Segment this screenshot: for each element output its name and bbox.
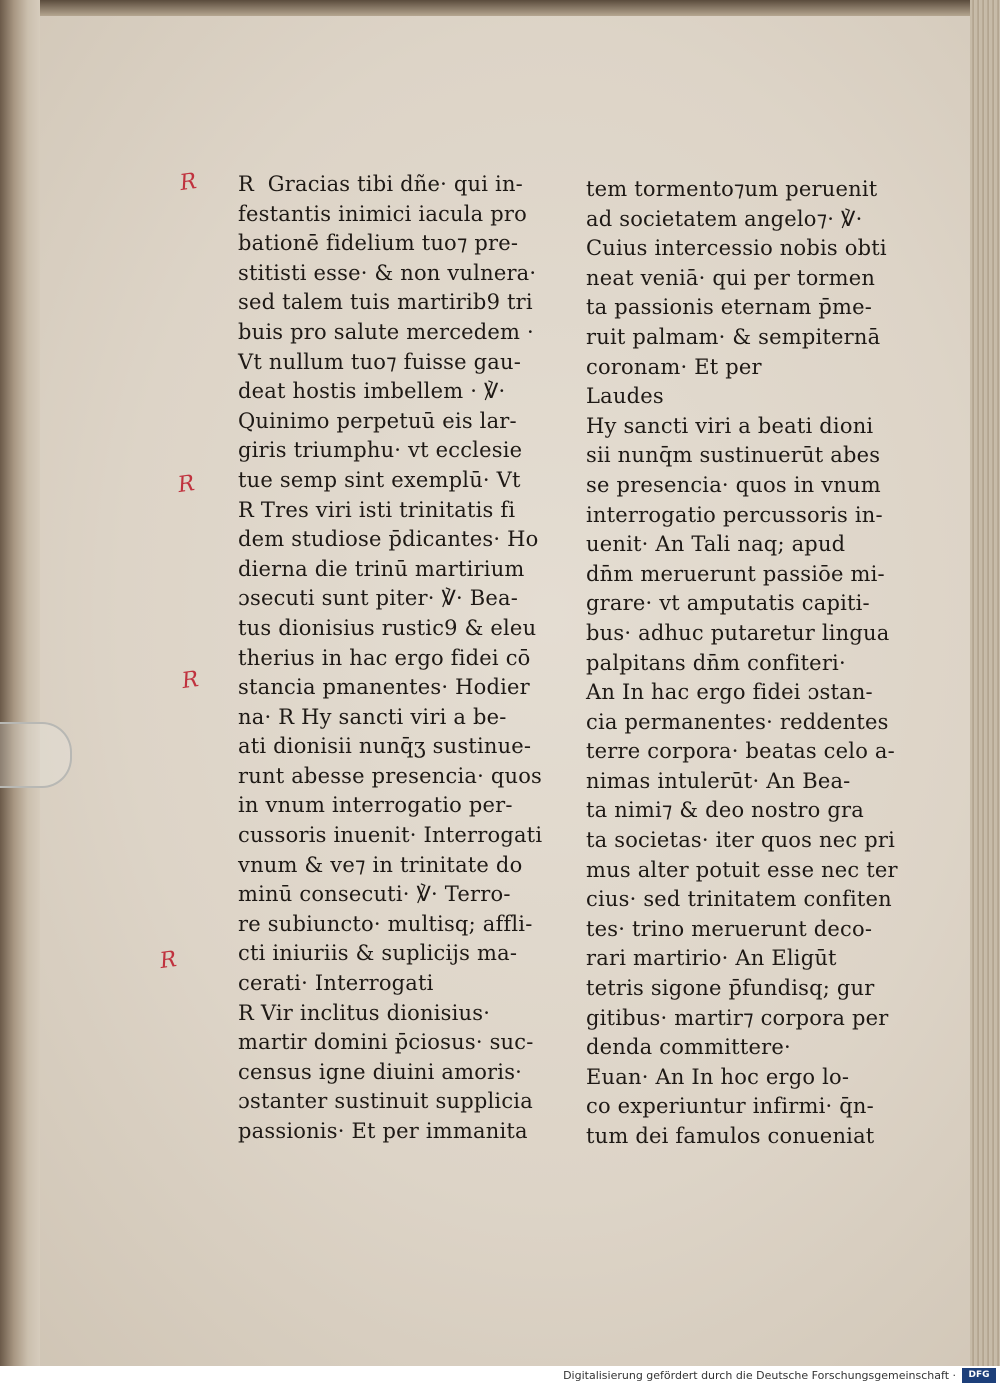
text-line: bationē fidelium tuo⁊ pre-	[238, 231, 519, 256]
text-line: mus alter potuit esse nec ter	[586, 857, 898, 882]
text-line: ta societas· iter quos nec pri	[586, 828, 895, 853]
text-line: tetris sigone p̄fundisq; gur	[586, 976, 875, 1001]
text-line: sii nunq̄m sustinuerūt abes	[586, 443, 881, 468]
text-line: dem studiose p̄dicantes· Ho	[238, 527, 539, 552]
text-line: deat hostis imbellem · ℣·	[238, 379, 506, 404]
text-line: passionis· Et per immanita	[238, 1119, 528, 1143]
text-line: stancia pmanentes· Hodier	[238, 675, 530, 700]
text-line: Quinimo perpetuū eis lar-	[238, 408, 517, 433]
text-line: gitibus· martir⁊ corpora per	[586, 1005, 889, 1030]
text-line: vnum & ve⁊ in trinitate do	[238, 852, 523, 877]
text-line: grare· vt amputatis capiti-	[586, 591, 870, 616]
text-line: coronam· Et per	[586, 354, 762, 379]
text-line: terre corpora· beatas celo a-	[586, 739, 895, 764]
text-line: Euan· An In hoc ergo lo-	[586, 1064, 850, 1089]
text-line: ati dionisii nunq̄ʒ sustinue-	[238, 734, 532, 759]
text-line: R Tres viri isti trinitatis fi	[238, 497, 516, 522]
text-line: co experiuntur infirmi· q̄n-	[586, 1094, 874, 1119]
text-line: ɔstanter sustinuit supplicia	[238, 1089, 533, 1114]
text-line: An In hac ergo fidei ɔstan-	[586, 680, 873, 705]
text-line: palpitans dn̄m confiteri·	[586, 650, 846, 675]
page-clip	[0, 722, 72, 788]
text-line: cia permanentes· reddentes	[586, 709, 889, 734]
text-line: nimas intulerūt· An Bea-	[586, 768, 851, 793]
text-line: dierna die trinū martirium	[238, 556, 525, 581]
text-line: ta passionis eternam p̄me-	[586, 295, 873, 320]
text-line: denda committere·	[586, 1035, 791, 1060]
text-line: martir domini p̄ciosus· suc-	[238, 1030, 534, 1055]
text-line: festantis inimici iacula pro	[238, 201, 527, 226]
text-line: dn̄m meruerunt passiōe mi-	[586, 561, 885, 586]
margin-responsory-mark: R	[176, 470, 197, 499]
text-line: tum dei famulos conueniat	[586, 1124, 875, 1148]
page-stack-edge	[970, 0, 1000, 1366]
text-line: ɔsecuti sunt piter· ℣· Bea-	[238, 586, 519, 611]
margin-responsory-mark: R	[158, 946, 179, 975]
text-line: Hy sancti viri a beati dioni	[586, 413, 874, 438]
text-line: in vnum interrogatio per-	[238, 793, 513, 818]
text-line: Laudes	[586, 384, 664, 409]
text-line: Vt nullum tuo⁊ fuisse gau-	[238, 349, 522, 374]
text-line: giris triumphu· vt ecclesie	[238, 438, 523, 463]
text-line: census igne diuini amoris·	[238, 1059, 523, 1084]
text-line: ta nimi⁊ & deo nostro gra	[586, 798, 864, 823]
dfg-logo: DFG	[962, 1368, 996, 1383]
text-line: uenit· An Tali naq; apud	[586, 532, 846, 557]
text-line: Cuius intercessio nobis obti	[586, 236, 887, 261]
margin-responsory-mark: R	[180, 666, 201, 695]
text-line: stitisti esse· & non vulnera·	[238, 260, 537, 285]
text-line: cussoris inuenit· Interrogati	[238, 823, 543, 848]
text-line: tes· trino meruerunt deco-	[586, 916, 873, 941]
margin-responsory-mark: R	[178, 168, 199, 197]
text-line: tus dionisius rustic9 & eleu	[238, 615, 537, 640]
footer-credit: Digitalisierung gefördert durch die Deutsche Forschungsgemeinschaft ·	[563, 1369, 956, 1382]
text-line: buis pro salute mercedem ·	[238, 319, 534, 344]
text-line: sed talem tuis martirib9 tri	[238, 290, 533, 315]
text-line: R Gracias tibi dñe· qui in-	[238, 172, 523, 196]
text-line: cti iniuriis & suplicijs ma-	[238, 941, 518, 966]
text-line: R Vir inclitus dionisius·	[238, 1000, 491, 1025]
text-line: cerati· Interrogati	[238, 971, 434, 996]
text-line: se presencia· quos in vnum	[586, 472, 881, 497]
text-line: ad societatem angelo⁊· ℣·	[586, 206, 863, 231]
right-text-column	[586, 175, 898, 1152]
book-binding	[0, 0, 40, 1366]
text-line: re subiuncto· multisq; affli-	[238, 911, 533, 936]
text-line: therius in hac ergo fidei cō	[238, 645, 531, 670]
text-line: na· R Hy sancti viri a be-	[238, 704, 507, 729]
left-text-column	[238, 170, 542, 1147]
text-line: tem tormento⁊um peruenit	[586, 177, 878, 201]
text-line: neat veniā· qui per tormen	[586, 265, 876, 290]
text-line: interrogatio percussoris in-	[586, 502, 883, 527]
text-line: tue semp sint exemplū· Vt	[238, 467, 521, 492]
text-line: ruit palmam· & sempiternā	[586, 324, 881, 349]
text-line: runt abesse presencia· quos	[238, 763, 543, 788]
text-line: cius· sed trinitatem confiten	[586, 887, 892, 912]
text-line: bus· adhuc putaretur lingua	[586, 620, 890, 645]
top-page-edge	[40, 0, 970, 16]
text-line: minū consecuti· ℣· Terro-	[238, 882, 511, 907]
text-line: rari martirio· An Eligūt	[586, 946, 837, 971]
